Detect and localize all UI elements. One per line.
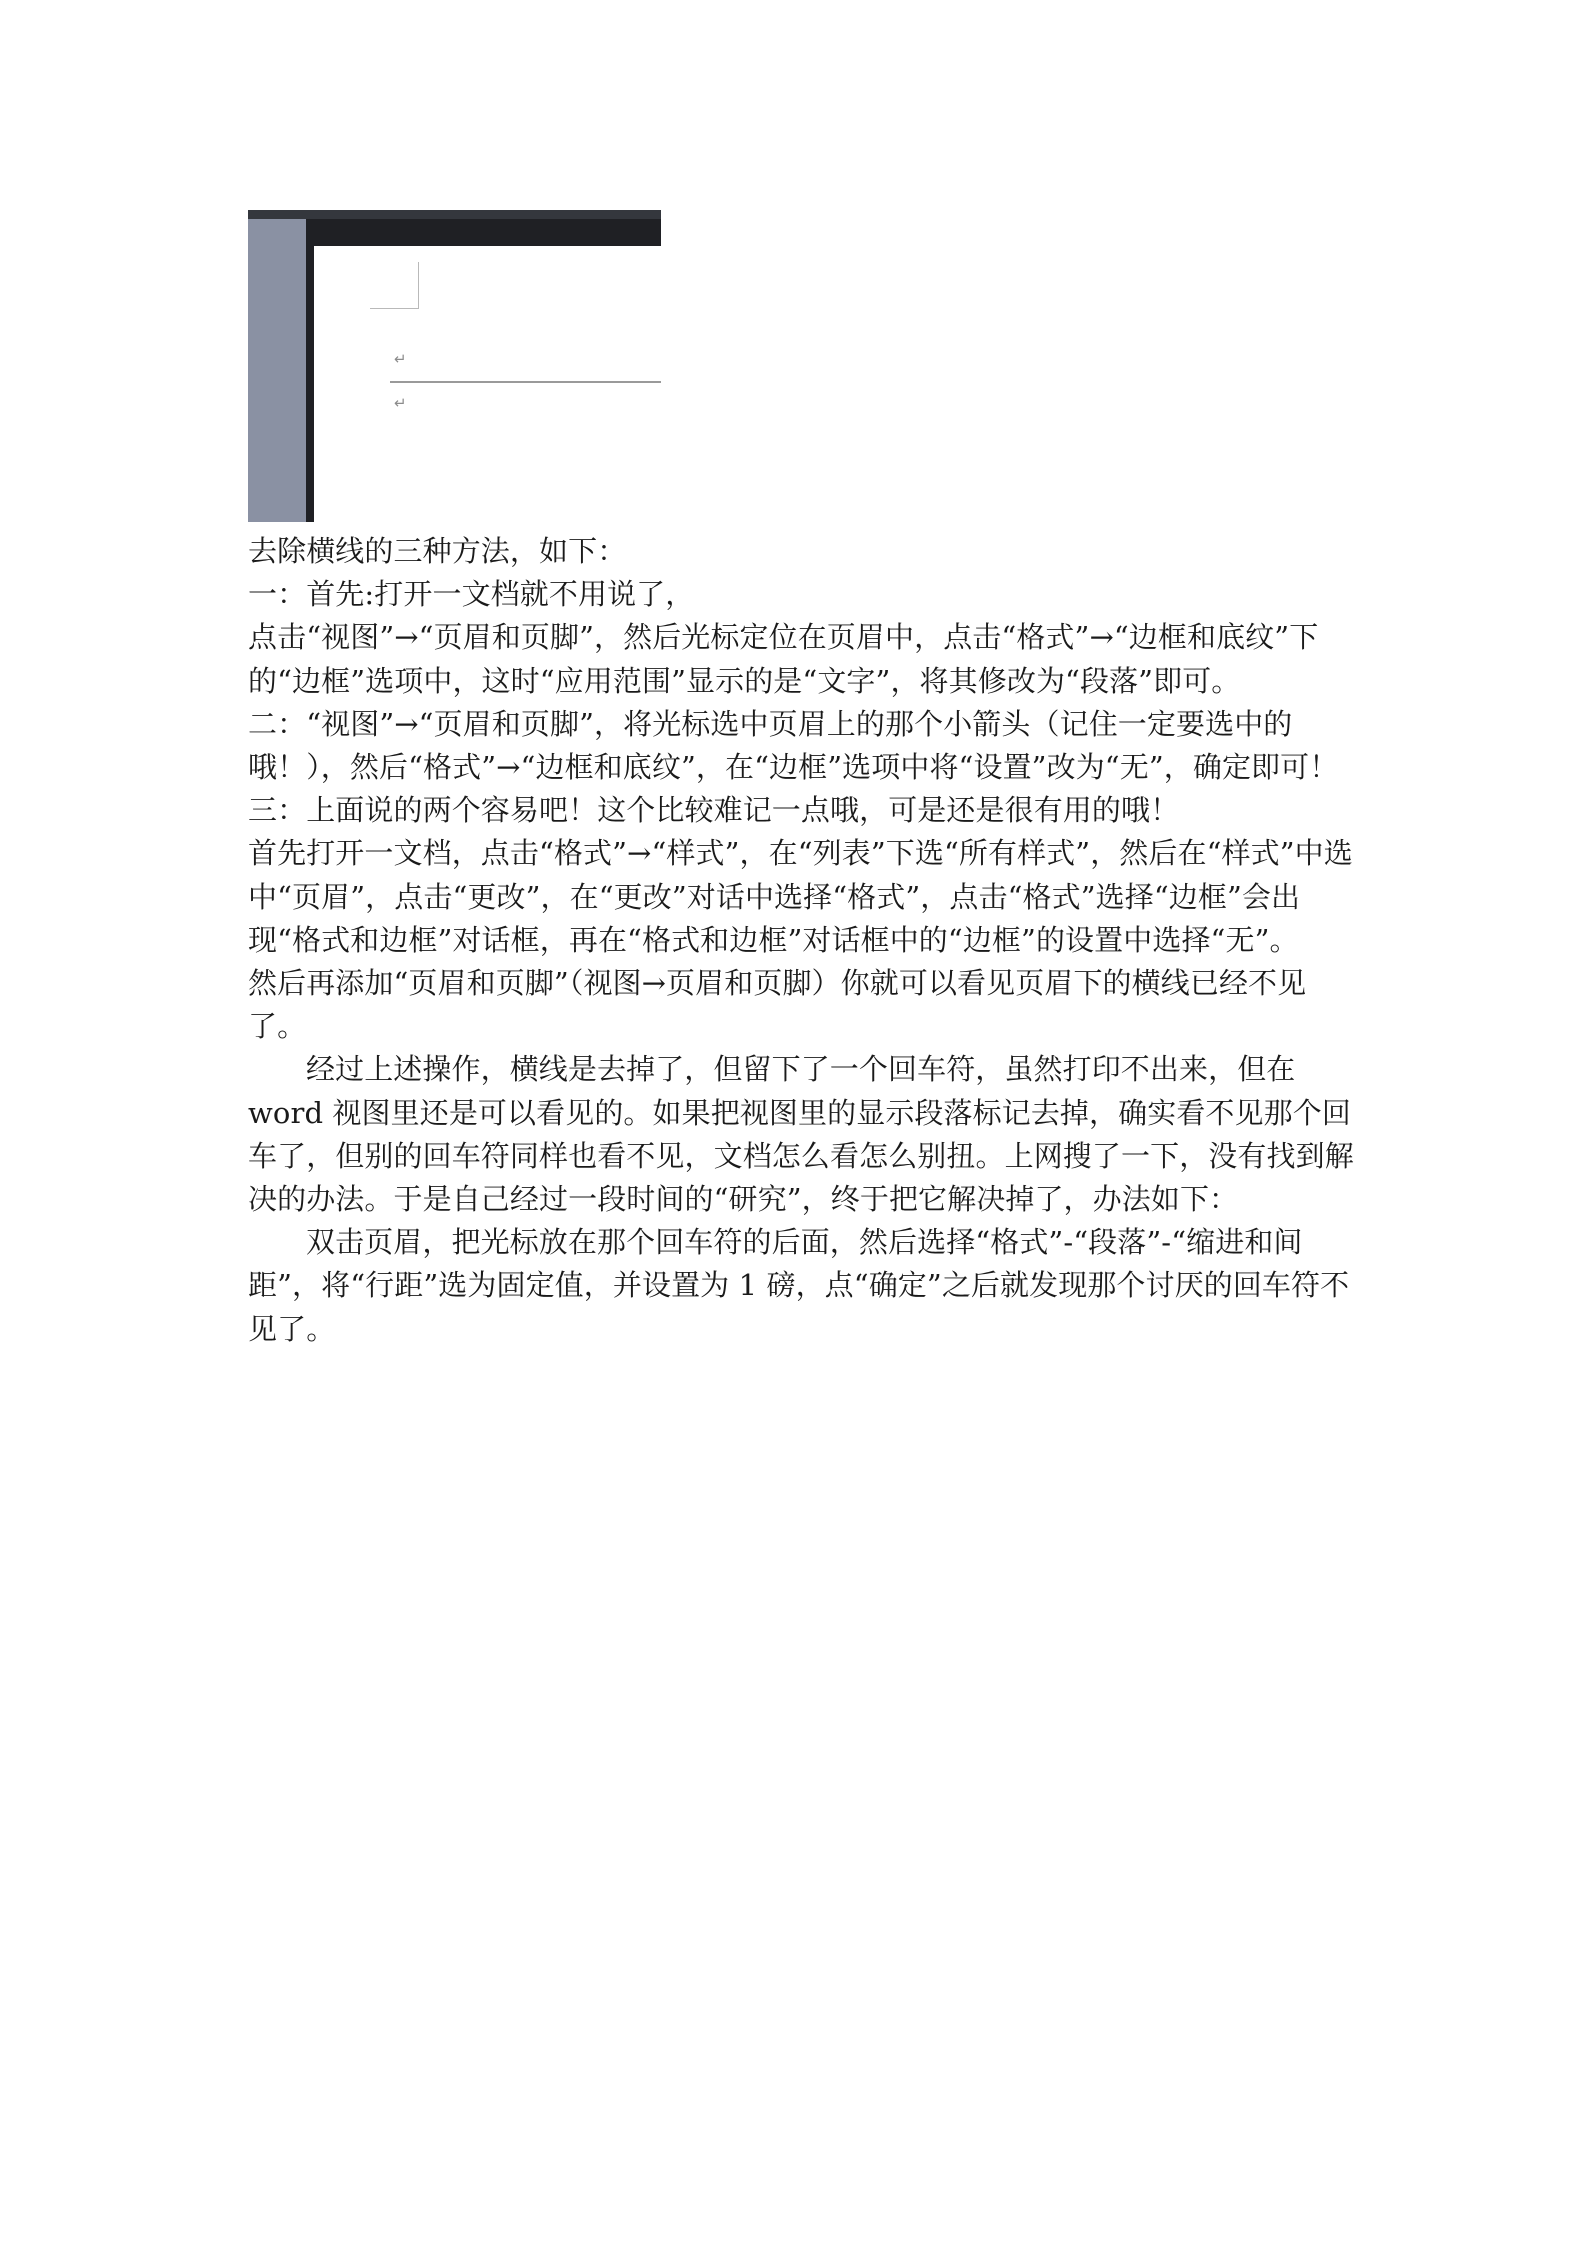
crop-mark-vertical <box>418 262 419 308</box>
paragraph-return-icon: ↵ <box>394 350 407 368</box>
leftover-return-explanation: 经过上述操作，横线是去掉了，但留下了一个回车符，虽然打印不出来，但在 word 视图里还是可以看见的。如果把视图里的显示段落标记去掉，确实看不见那个回车了，但别的回车符同样也看不见，文档怎么看怎么别扭。上网搜了一下，没有找到解决的办法。于是自己经过一段时间的“研究”，终于把它解决掉了，办法如下： <box>248 1052 1354 1217</box>
method-three-intro: 三：上面说的两个容易吧！这个比较难记一点哦，可是还是很有用的哦！ <box>248 793 1180 828</box>
word-header-screenshot <box>248 210 661 522</box>
method-three-result: 然后再添加“页眉和页脚”（视图→页眉和页脚）你就可以看见页眉下的横线已经不见了。 <box>248 966 1307 1044</box>
paragraph-return-icon: ↵ <box>394 394 407 412</box>
document-body <box>248 530 1360 1351</box>
method-three-steps: 首先打开一文档，点击“格式”→“样式”，在“列表”下选“所有样式”，然后在“样式”中选中“页眉”，点击“更改”，在“更改”对话中选择“格式”，点击“格式”选择“边框”会出现“格式和边框”对话框，再在“格式和边框”对话框中的“边框”的设置中选择“无”。 <box>248 836 1353 957</box>
header-border-line <box>390 381 661 383</box>
window-top-bar <box>248 210 661 219</box>
method-one-steps: 点击“视图”→“页眉和页脚”，然后光标定位在页眉中，点击“格式”→“边框和底纹”下的“边框”选项中，这时“应用范围”显示的是“文字”，将其修改为“段落”即可。 <box>248 620 1319 698</box>
method-one-intro: 一：首先:打开一文档就不用说了， <box>248 577 695 612</box>
crop-mark-horizontal <box>370 308 419 309</box>
method-two: 二：“视图”→“页眉和页脚”，将光标选中页眉上的那个小箭头（记住一定要选中的哦！），然后“格式”→“边框和底纹”，在“边框”选项中将“设置”改为“无”，确定即可！ <box>248 706 1339 785</box>
final-solution: 双击页眉，把光标放在那个回车符的后面，然后选择“格式”-“段落”-“缩进和间距”，将“行距”选为固定值，并设置为 1 磅，点“确定”之后就发现那个讨厌的回车符不见了。 <box>248 1225 1350 1346</box>
heading-three-methods: 去除横线的三种方法，如下： <box>248 534 627 568</box>
document-page <box>314 246 661 522</box>
